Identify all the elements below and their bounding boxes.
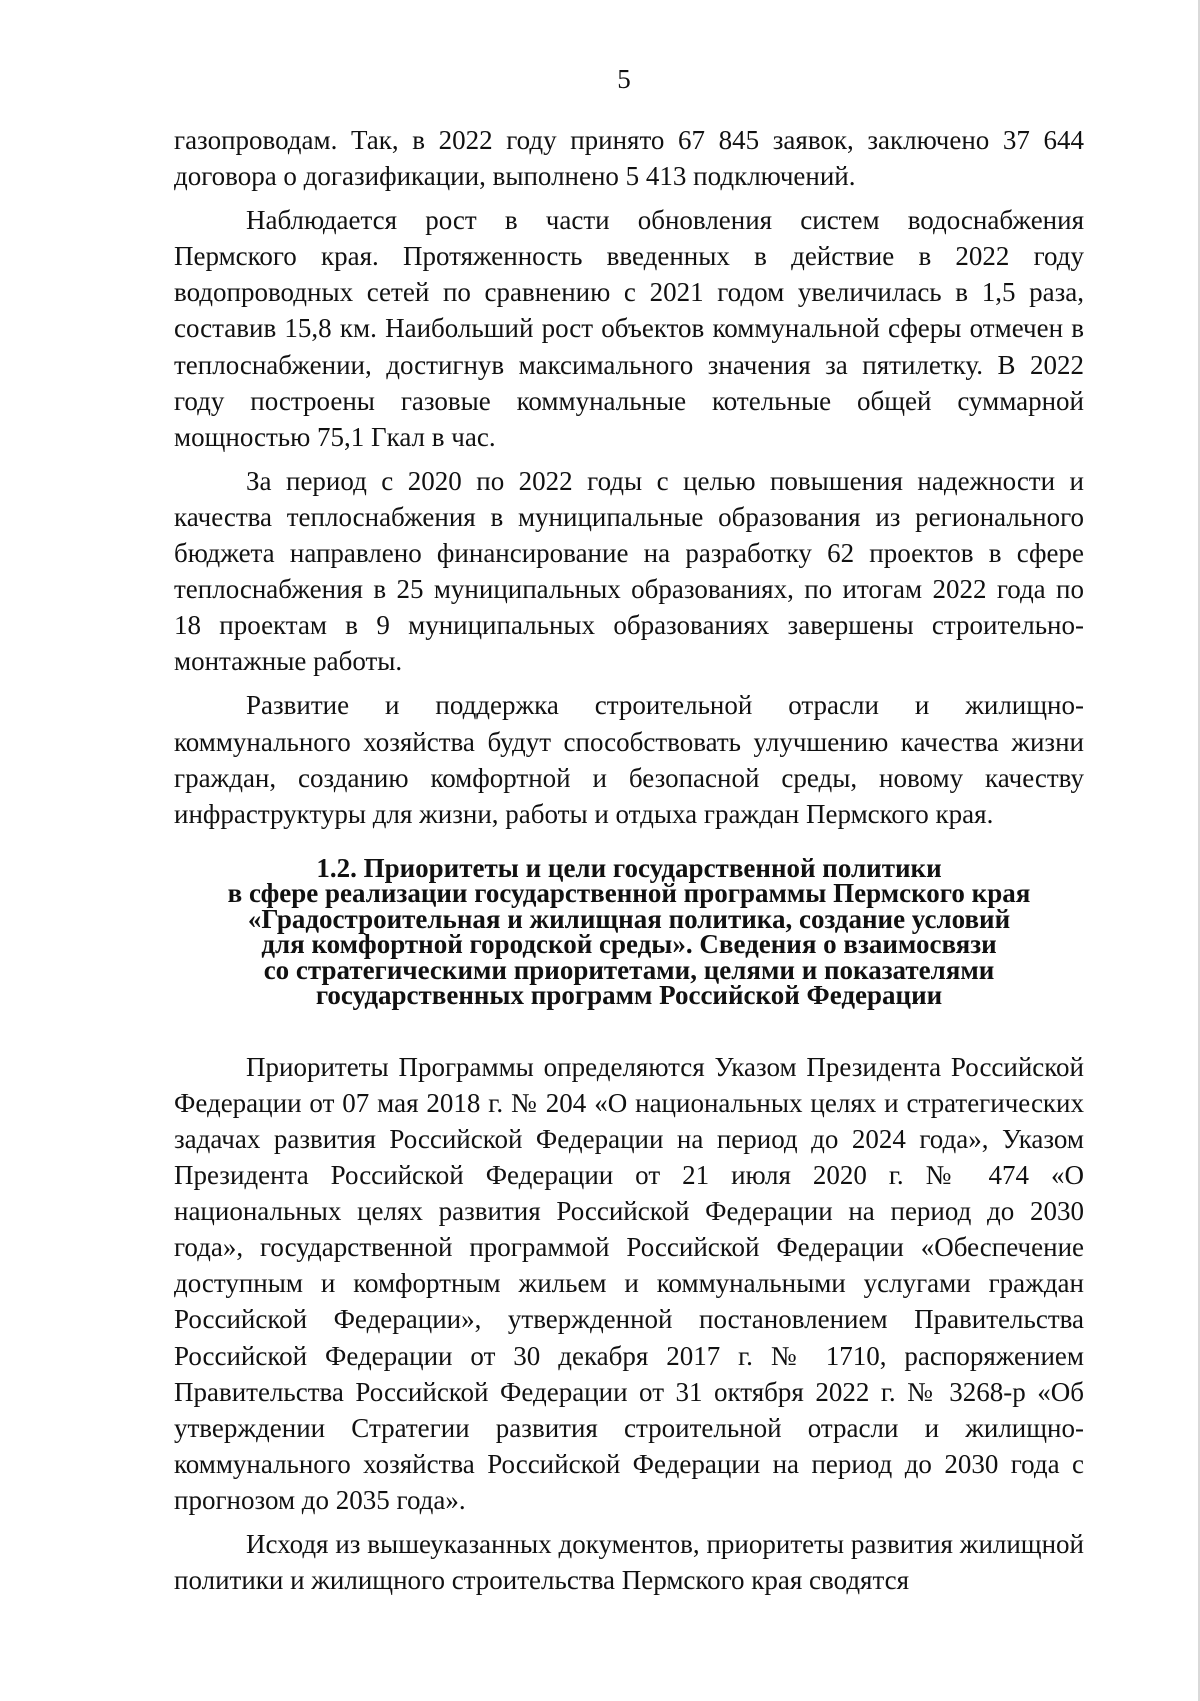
heading-line: для комфортной городской среды». Сведения о взаимосвязи [261,929,997,960]
heading-line: 1.2. Приоритеты и цели государственной политики [316,852,942,883]
paragraph-conclusion: Исходя из вышеуказанных документов, приоритеты развития жилищной политики и жилищного строительства Пермского края сводятся [174,1529,1084,1596]
heading-line: в сфере реализации государственной программы Пермского края [227,878,1031,909]
page-number: 5 [617,64,631,94]
section-heading [174,852,1084,1011]
heading-line: «Градостроительная и жилищная политика, создание условий [247,903,1011,934]
paragraph-heat-supply: За период с 2020 по 2022 годы с целью повышения надежности и качества теплоснабжения в муниципальные образования из регионального бюджета направлено финансирование на разработку 62 проектов в сфере теплоснабжения в 25 муниципальных образованиях, по итогам 2022 года по 18 проектам в 9 муниципальных образованиях завершены строительно-монтажные работы. [174,465,1084,677]
paragraph-development: Развитие и поддержка строительной отрасли и жилищно-коммунального хозяйства будут способствовать улучшению качества жизни граждан, созданию комфортной и безопасной среды, новому качеству инфраструктуры для жизни, работы и отдыха граждан Пермского края. [174,690,1084,829]
paragraph-water-supply: Наблюдается рост в части обновления систем водоснабжения Пермского края. Протяженность введенных в действие в 2022 году водопроводных сетей по сравнению с 2021 годом увеличилась в 1,5 раза, составив 15,8 км. Наибольший рост объектов коммунальной сферы отмечен в теплоснабжении, достигнув максимального значения за пятилетку. В 2022 году построены газовые коммунальные котельные общей суммарной мощностью 75,1 Гкал в час. [174,205,1084,452]
heading-line: со стратегическими приоритетами, целями и показателями [263,954,995,985]
document-body [174,122,1084,1606]
paragraph-continuation: газопроводам. Так, в 2022 году принято 67 845 заявок, заключено 37 644 договора о догазификации, выполнено 5 413 подключений. [174,125,1084,192]
paragraph-priorities: Приоритеты Программы определяются Указом Президента Российской Федерации от 07 мая 2018 г. № 204 «О национальных целях и стратегических задачах развития Российской Федерации на период до 2024 года», Указом Президента Российской Федерации от 21 июля 2020 г. № 474 «О национальных целях развития Российской Федерации на период до 2030 года», государственной программой Российской Федерации «Обеспечение доступным и комфортным жильем и коммунальными услугами граждан Российской Федерации», утвержденной постановлением Правительства Российской Федерации от 30 декабря 2017 г. № 1710, распоряжением Правительства Российской Федерации от 31 октября 2022 г. № 3268-р «Об утверждении Стратегии развития строительной отрасли и жилищно-коммунального хозяйства Российской Федерации на период до 2030 года с прогнозом до 2035 года». [174,1051,1084,1515]
heading-line: государственных программ Российской Федерации [315,980,943,1011]
